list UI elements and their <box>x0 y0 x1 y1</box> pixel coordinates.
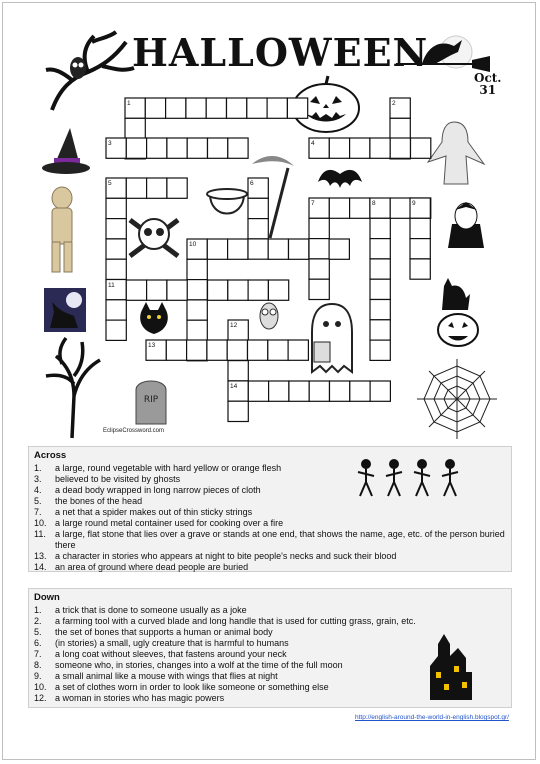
crossword-cell[interactable] <box>167 280 187 300</box>
across-clue-8 <box>29 562 511 573</box>
crossword-cell[interactable] <box>309 279 329 299</box>
crossword-cell[interactable] <box>248 280 268 300</box>
crossword-cell[interactable] <box>228 361 248 381</box>
clue-text: a small animal like a mouse with wings that flies at night <box>55 671 278 681</box>
crossword-cell[interactable] <box>390 138 410 158</box>
crossword-cell[interactable] <box>329 138 349 158</box>
crossword-cell[interactable] <box>126 280 146 300</box>
crossword-cell[interactable] <box>145 98 165 118</box>
crossword-cell[interactable] <box>187 320 207 340</box>
clue-number-label: 11 <box>108 282 115 289</box>
clue-text: a large, flat stone that lies over a grave or stands at one end, that shows the name, age, etc. of the person buried there <box>55 529 505 550</box>
crossword-cell[interactable] <box>167 138 187 158</box>
across-clue-6 <box>29 529 511 551</box>
crossword-cell[interactable] <box>106 219 126 239</box>
crossword-cell[interactable] <box>269 381 289 401</box>
clue-text: (in stories) a small, ugly creature that is harmful to humans <box>55 638 289 648</box>
page-title: HALLOWEEN <box>132 30 429 75</box>
clue-text: an area of ground where dead people are buried <box>55 562 249 572</box>
clue-text: a trick that is done to someone usually as a joke <box>55 605 247 615</box>
crossword-cell[interactable] <box>370 239 390 259</box>
clue-text: a long coat without sleeves, that fastens around your neck <box>55 649 287 659</box>
crossword-cell[interactable] <box>147 178 167 198</box>
crossword-cell[interactable] <box>267 98 287 118</box>
crossword-cell[interactable] <box>350 381 370 401</box>
clue-number-label: 5 <box>108 180 112 187</box>
date-day: 31 <box>479 83 497 97</box>
clue-number-label: 9 <box>412 200 416 207</box>
clue-number-label: 14 <box>230 383 238 390</box>
crossword-cell[interactable] <box>370 279 390 299</box>
crossword-cell[interactable] <box>187 340 207 360</box>
down-heading: Down <box>34 592 60 603</box>
crossword-cell[interactable] <box>309 239 329 259</box>
crossword-cell[interactable] <box>268 280 288 300</box>
down-clue-0 <box>29 605 511 616</box>
clue-number: 1. <box>34 463 42 473</box>
clue-text: the set of bones that supports a human or animal body <box>55 627 273 637</box>
clue-number: 13. <box>34 551 47 561</box>
crossword-cell[interactable] <box>167 178 187 198</box>
credit-label: EclipseCrossword.com <box>103 428 165 434</box>
crossword-cell[interactable] <box>288 340 308 360</box>
crossword-cell[interactable] <box>390 198 410 218</box>
crossword-cell[interactable] <box>390 118 410 138</box>
crossword-cell[interactable] <box>309 259 329 279</box>
crossword-cell[interactable] <box>329 239 349 259</box>
crossword-cell[interactable] <box>247 98 267 118</box>
crossword-cell[interactable] <box>289 239 309 259</box>
clue-text: a set of clothes worn in order to look like someone or something else <box>55 682 329 692</box>
crossword-cell[interactable] <box>228 239 248 259</box>
crossword-cell[interactable] <box>228 401 248 421</box>
clue-number: 1. <box>34 605 42 615</box>
clue-text: a woman in stories who has magic powers <box>55 693 225 703</box>
clue-text: believed to be visited by ghosts <box>55 474 181 484</box>
crossword-cell[interactable] <box>147 138 167 158</box>
clue-number: 12. <box>34 693 47 703</box>
crossword-cell[interactable] <box>309 218 329 238</box>
clue-number: 2. <box>34 616 42 626</box>
crossword-cell[interactable] <box>370 381 390 401</box>
clue-number: 11. <box>34 529 46 539</box>
crossword-cell[interactable] <box>370 259 390 279</box>
crossword-cell[interactable] <box>289 381 309 401</box>
clue-text: a character in stories who appears at night to bite people's necks and suck their blood <box>55 551 397 561</box>
clue-number: 10. <box>34 682 47 692</box>
crossword-cell[interactable] <box>227 98 247 118</box>
crossword-cell[interactable] <box>268 340 288 360</box>
clue-number: 7. <box>34 507 42 517</box>
crossword-cell[interactable] <box>186 98 206 118</box>
crossword-cell[interactable] <box>207 340 227 360</box>
crossword-cell[interactable] <box>125 118 145 138</box>
crossword-cell[interactable] <box>370 340 390 360</box>
crossword-cell[interactable] <box>370 300 390 320</box>
crossword-cell[interactable] <box>106 300 126 320</box>
crossword-cell[interactable] <box>330 381 350 401</box>
across-clue-7 <box>29 551 511 562</box>
crossword-cell[interactable] <box>106 259 126 279</box>
svg-text:RIP: RIP <box>143 395 159 405</box>
crossword-cell[interactable] <box>411 138 431 158</box>
across-clue-5 <box>29 518 511 529</box>
clue-number-label: 10 <box>189 241 197 248</box>
across-heading: Across <box>34 450 67 461</box>
crossword-cell[interactable] <box>208 138 228 158</box>
haunted-house-icon <box>424 632 476 702</box>
skeletons-icon <box>356 458 476 498</box>
clue-number-label: 13 <box>148 342 156 349</box>
crossword-cell[interactable] <box>187 259 207 279</box>
clue-number-label: 7 <box>311 200 315 207</box>
clue-text: someone who, in stories, changes into a wolf at the time of the full moon <box>55 660 343 670</box>
crossword-cell[interactable] <box>370 218 390 238</box>
clue-text: a farming tool with a curved blade and long handle that is used for cutting grass, grain, etc. <box>55 616 416 626</box>
crossword-cell[interactable] <box>248 381 268 401</box>
crossword-cell[interactable] <box>166 340 186 360</box>
down-clue-1 <box>29 616 511 627</box>
clue-text: a large, round vegetable with hard yellow or orange flesh <box>55 463 282 473</box>
clue-number-label: 8 <box>372 200 376 207</box>
crossword-cell[interactable] <box>309 381 329 401</box>
crossword-cell[interactable] <box>207 239 227 259</box>
crossword-cell[interactable] <box>126 178 146 198</box>
clue-number: 6. <box>34 638 42 648</box>
crossword-cell[interactable] <box>268 239 288 259</box>
crossword-cell[interactable] <box>410 218 430 238</box>
crossword-cell[interactable] <box>106 198 126 218</box>
crossword-cell[interactable] <box>228 280 248 300</box>
clue-text: a dead body wrapped in long narrow pieces of cloth <box>55 485 261 495</box>
crossword-cell[interactable] <box>248 198 268 218</box>
crossword-cell[interactable] <box>350 198 370 218</box>
clue-number: 5. <box>34 627 42 637</box>
crossword-cell[interactable] <box>329 198 349 218</box>
clue-text: a large round metal container used for cooking over a fire <box>55 518 284 528</box>
clue-number: 7. <box>34 649 42 659</box>
crossword-cell[interactable] <box>287 98 307 118</box>
crossword-cell[interactable] <box>228 138 248 158</box>
clue-number: 4. <box>34 485 42 495</box>
crossword-cell[interactable] <box>410 239 430 259</box>
clue-number-label: 3 <box>108 140 112 147</box>
crossword-cell[interactable] <box>208 280 228 300</box>
date-month: Oct. <box>474 71 502 85</box>
crossword-cell[interactable] <box>106 320 126 340</box>
crossword-cell[interactable] <box>187 280 207 300</box>
clue-number: 5. <box>34 496 42 506</box>
crossword-cell[interactable] <box>248 219 268 239</box>
crossword-cell[interactable] <box>187 300 207 320</box>
clue-number: 14. <box>34 562 47 572</box>
crossword-cell[interactable] <box>350 138 370 158</box>
crossword-cell[interactable] <box>187 138 207 158</box>
crossword-cell[interactable] <box>248 340 268 360</box>
clue-text: the bones of the head <box>55 496 143 506</box>
clue-number-label: 6 <box>250 180 254 187</box>
clue-text: a net that a spider makes out of thin sticky strings <box>55 507 253 517</box>
clue-number-label: 12 <box>230 322 238 329</box>
crossword-cell[interactable] <box>248 239 268 259</box>
clue-number-label: 2 <box>392 100 396 107</box>
crossword-cell[interactable] <box>166 98 186 118</box>
across-clue-4 <box>29 507 511 518</box>
crossword-cell[interactable] <box>370 138 390 158</box>
footer-url-link[interactable]: http://english-around-the-world-in-english.blogspot.gr/ <box>355 714 509 721</box>
crossword-cell[interactable] <box>106 239 126 259</box>
crossword-cell[interactable] <box>206 98 226 118</box>
clue-number: 9. <box>34 671 42 681</box>
clue-number: 10. <box>34 518 47 528</box>
clue-number: 8. <box>34 660 42 670</box>
clue-number: 3. <box>34 474 42 484</box>
crossword-cell[interactable] <box>370 320 390 340</box>
crossword-cell[interactable] <box>147 280 167 300</box>
crossword-cell[interactable] <box>410 259 430 279</box>
clue-number-label: 4 <box>311 140 315 147</box>
crossword-cell[interactable] <box>227 340 247 360</box>
clue-number-label: 1 <box>127 100 131 107</box>
crossword-cell[interactable] <box>126 138 146 158</box>
